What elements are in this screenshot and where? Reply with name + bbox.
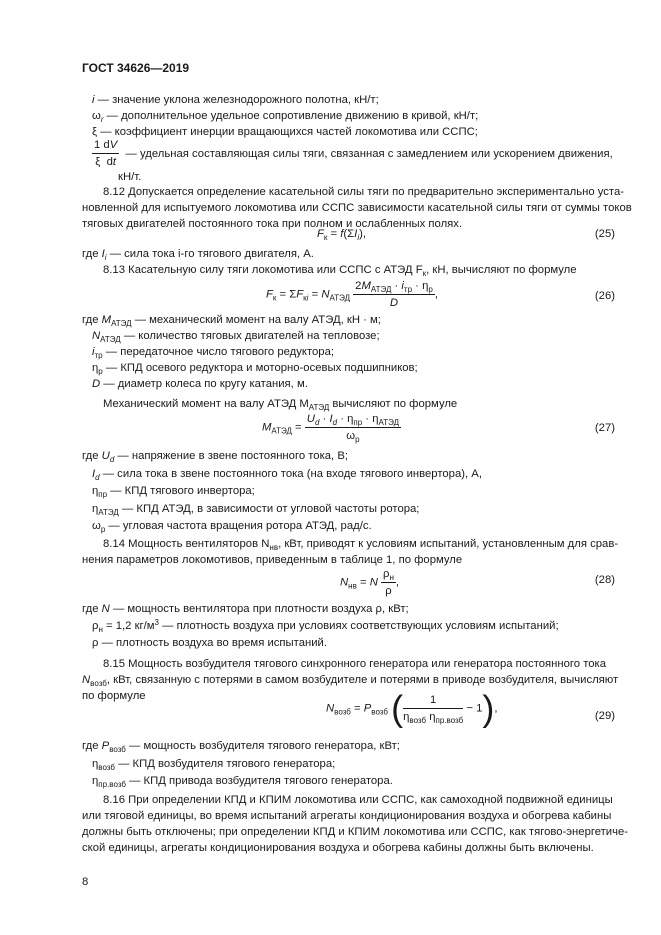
def-m: где $M_{АТЭД}$ — механический момент на валу АТЭД, кН · м; bbox=[82, 314, 381, 328]
def-i: i — значение уклона железнодорожного полотна, кН/т; bbox=[92, 94, 379, 106]
def-p-exc: где $P_{возб}$ — мощность возбудителя тягового генератора, кВт; bbox=[82, 740, 400, 754]
p816-line1: 8.16 При определении КПД и КПИМ локомотива или ССПС, как самоходной подвижной единицы bbox=[103, 794, 613, 806]
p816-line4: ской единицы, агрегаты кондиционирования воздуха и обогрева кабины должны быть включены. bbox=[82, 842, 594, 854]
def-rho: ρ — плотность воздуха во время испытаний. bbox=[92, 637, 327, 649]
p812-line1: 8.12 Допускается определение касательной силы тяги по предварительно экспериментально уста- bbox=[103, 186, 624, 198]
page-number: 8 bbox=[82, 876, 89, 888]
def-wr2: $\omega_р$ — угловая частота вращения ротора АТЭД, рад/с. bbox=[92, 520, 372, 534]
p812-line3: тяговых двигателей постоянного тока при полном и ослабленных полях. bbox=[82, 218, 463, 230]
eq-number-28: (28) bbox=[594, 574, 615, 586]
p815-line1: 8.15 Мощность возбудителя тягового синхронного генератора или генератора постоянного тока bbox=[103, 658, 607, 670]
def-wr: $\omega_r$ — дополнительное удельное сопротивление движению в кривой, кН/т; bbox=[92, 110, 479, 124]
def-eta-pr-exc: $\eta_{пр.возб}$ — КПД привода возбудителя тягового генератора. bbox=[92, 775, 393, 789]
def-n-fan: где N — мощность вентилятора при плотности воздуха ρ, кВт; bbox=[82, 603, 409, 615]
eq-number-27: (27) bbox=[594, 422, 615, 434]
def-eta: $\eta_р$ — КПД осевого редуктора и моторно-осевых подшипников; bbox=[92, 362, 418, 376]
p814-line1: 8.14 Мощность вентиляторов $N_{нв}$, кВт, приводят к условиям испытаний, установленным для срав- bbox=[103, 538, 619, 552]
mech-moment-text: Механический момент на валу АТЭД $M_{АТЭД}$ вычисляют по формуле bbox=[103, 398, 458, 412]
def-eta-exc: $\eta_{возб}$ — КПД возбудителя тягового генератора; bbox=[92, 758, 336, 772]
p815-line2: $N_{возб}$, кВт, связанную с потерями в самом возбудителе и потерями в приводе возбудителя, вычисляют bbox=[82, 674, 619, 688]
def-dv-unit: кН/т. bbox=[118, 171, 142, 183]
def-n: $N_{АТЭД}$ — количество тяговых двигателей на тепловозе; bbox=[92, 330, 380, 344]
p814-line2: нения параметров локомотивов, приведенным в таблице 1, по формуле bbox=[82, 554, 463, 566]
formula-26: $F_к = \Sigma F_{кi} = N_{АТЭД}$ $\frac{2M_{АТЭД} \cdot i_{тр} \cdot \eta_р}{D}$ , bbox=[266, 280, 438, 309]
formula-28: $N_{нв} = N$ $\frac{\rho_н}{\rho}$ , bbox=[340, 568, 400, 597]
p816-line3: должны быть отключены; при определении КПД и КПИМ локомотива или ССПС, как тягово-энергетиче- bbox=[82, 826, 629, 838]
p813-line1: 8.13 Касательную силу тяги локомотива или ССПС с АТЭД $F_к$, кН, вычисляют по формуле bbox=[103, 264, 577, 278]
def-natd: $\eta_{АТЭД}$ — КПД АТЭД, в зависимости от угловой частоты ротора; bbox=[92, 503, 420, 517]
def-current: где $I_i$ — сила тока i-го тягового двигателя, А. bbox=[82, 248, 314, 262]
formula-27: $M_{АТЭД}$ = $\frac{U_d \cdot I_d \cdot \eta_{пр} \cdot \eta_{АТЭД}}{\omega_р}$ bbox=[262, 413, 399, 444]
def-itr: $i_{тр}$ — передаточное число тягового редуктора; bbox=[92, 346, 335, 360]
def-id: $I_d$ — сила тока в звене постоянного тока (на входе тягового инвертора), А, bbox=[92, 468, 482, 482]
p812-line2: новленной для испытуемого локомотива или ССПС зависимости касательной силы тяги от суммы токов bbox=[82, 202, 632, 214]
p816-line2: или тяговой единицы, во время испытаний агрегаты кондиционирования воздуха и обогрева кабины bbox=[82, 810, 612, 822]
def-npr: $\eta_{пр}$ — КПД тягового инвертора; bbox=[92, 485, 255, 499]
p815-line3: по формуле bbox=[82, 690, 146, 702]
eq-number-26: (26) bbox=[594, 290, 615, 302]
formula-25: $F_к = f(\Sigma I_i)$, bbox=[317, 228, 366, 242]
def-ud: где $U_d$ — напряжение в звене постоянного тока, В; bbox=[82, 450, 349, 464]
eq-number-25: (25) bbox=[594, 228, 615, 240]
def-rho-n: $\rho_н = 1,2$ $кг/м^3$ — плотность воздуха при условиях соответствующих условиям испытаний; bbox=[92, 618, 559, 634]
document-header: ГОСТ 34626—2019 bbox=[82, 61, 190, 75]
def-xi: ξ — коэффициент инерции вращающихся частей локомотива или ССПС; bbox=[92, 126, 478, 138]
def-dv: $\frac{1 dV}{\text{ξ dt}}$ — удельная составляющая силы тяги, связанная с замедлением или ускорением движения, bbox=[94, 139, 613, 168]
def-d: D — диаметр колеса по кругу катания, м. bbox=[92, 378, 308, 390]
eq-number-29: (29) bbox=[594, 710, 615, 722]
formula-29: $N_{возб} = P_{возб}$ ( $\frac{1}{\eta_{возб} \eta_{пр.возб}}$ − 1), bbox=[326, 687, 498, 729]
